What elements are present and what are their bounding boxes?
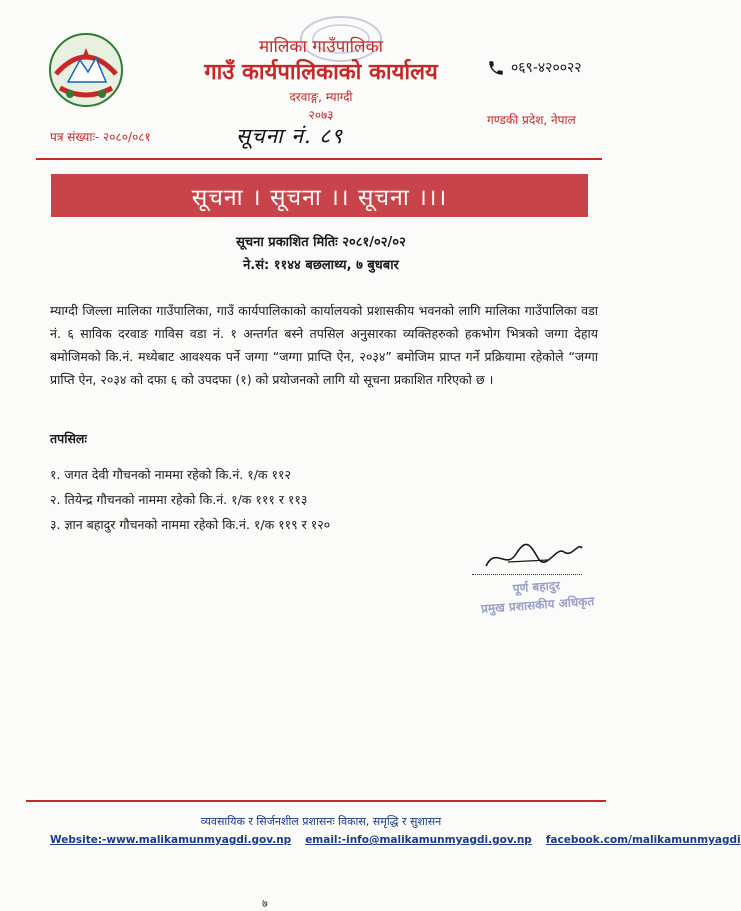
province-name: गण्डकी प्रदेश, नेपाल: [487, 113, 576, 127]
handwritten-notice-number: सूचना नं. ८९: [236, 124, 344, 148]
established-year: २०७३: [308, 108, 334, 122]
list-item: १. जगत देवी गौचनको नाममा रहेको कि.नं. १/क ११२: [50, 467, 291, 482]
list-item: ३. ज्ञान बहादुर गौचनको नाममा रहेको कि.नं. १/क ११९ र १२०: [50, 517, 331, 532]
publish-date: सूचना प्रकाशित मितिः २०८१/०२/०२: [236, 235, 406, 250]
details-list: [50, 462, 330, 537]
office-address: दरवाङ्ग, म्याग्दी: [289, 90, 353, 104]
officer-stamp: [477, 574, 597, 618]
footer-links: [50, 834, 741, 846]
office-title: गाउँ कार्यपालिकाको कार्यालय: [204, 60, 438, 85]
footer-divider: [26, 800, 606, 802]
header-divider: [36, 158, 602, 160]
footer-slogan: व्यवसायिक र सिर्जनशील प्रशासनः विकास, समृद्धि र सुशासन: [200, 815, 442, 828]
page-mark: ७: [262, 897, 268, 910]
reference-number: पत्र संख्याः- २०८०/०८१: [50, 130, 151, 144]
officer-name: पूर्ण बहादुर: [512, 578, 561, 596]
signature-icon: [478, 536, 588, 576]
nepal-emblem-icon: [46, 30, 126, 110]
nepal-samvat-date: ने.सं: ११४४ बछलाथ्य, ७ बुधबार: [243, 258, 399, 273]
notice-banner: सूचना । सूचना ।। सूचना ।।।: [51, 174, 588, 217]
officer-designation: प्रमुख प्रशासकीय अधिकृत: [480, 594, 595, 616]
website-link[interactable]: Website:-www.malikamunmyagdi.gov.np: [50, 834, 292, 846]
phone-contact: [487, 58, 582, 77]
details-label: तपसिलः: [50, 431, 87, 446]
list-item: २. तियेन्द्र गौचनको नाममा रहेको कि.नं. १/क १११ र ११३: [50, 492, 308, 507]
email-link[interactable]: email:-info@malikamunmyagdi.gov.np: [305, 834, 532, 846]
facebook-link[interactable]: facebook.com/malikamunmyagdi: [545, 834, 741, 846]
office-name: मालिका गाउँपालिका: [258, 37, 384, 57]
phone-number: ०६९-४२००२२: [511, 60, 582, 76]
signature-line: [472, 574, 582, 575]
phone-icon: [487, 59, 505, 77]
notice-body: म्याग्दी जिल्ला मालिका गाउँपालिका, गाउँ कार्यपालिकाको कार्यालयको प्रशासकीय भवनको लागि मालिका गाउँपालिका वडा नं. ६ साविक दरवाङ गाविस वडा नं. १ अन्तर्गत बस्ने तपसिल अनुसारका व्यक्तिहरुको हकभोग भित्रको जग्गा देहाय बमोजिमको कि.नं. मध्येबाट आवश्यक पर्ने जग्गा “जग्गा प्राप्ति ऐन, २०३४” बमोजिम प्राप्त गर्ने प्रक्रियामा रहेकोले “जग्गा प्राप्ति ऐन, २०३४ को दफा ६ को उपदफा (१) को प्रयोजनको लागि यो सूचना प्रकाशित गरिएको छ ।: [50, 303, 598, 387]
